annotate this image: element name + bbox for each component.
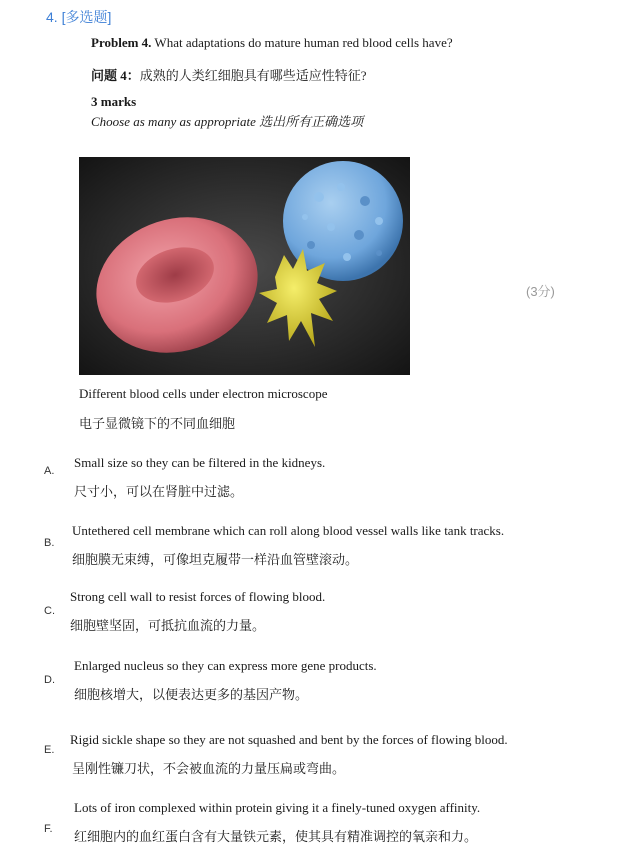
option-text-english: Enlarged nucleus so they can express more gene products. — [74, 658, 377, 673]
option-text-english: Lots of iron complexed within protein giving it a finely-tuned oxygen affinity. — [74, 800, 481, 815]
option-letter: B. — [44, 537, 55, 549]
problem-chinese-text: 成熟的人类红细胞具有哪些适应性特征? — [139, 68, 367, 83]
blood-cells-micrograph — [79, 157, 410, 375]
option-letter: D. — [44, 674, 55, 686]
option-text-chinese: 细胞壁坚固，可抵抗血流的力量。 — [70, 618, 266, 633]
problem-chinese-label: 问题 4： — [91, 68, 140, 83]
option-letter: F. — [44, 823, 53, 835]
question-header: 4. [多选题] — [46, 9, 112, 25]
option-text-english: Small size so they can be filtered in the kidneys. — [74, 455, 326, 470]
option-letter: C. — [44, 605, 55, 617]
problem-english-text: What adaptations do mature human red blood cells have? — [151, 35, 453, 50]
option-text-chinese: 红细胞内的血红蛋白含有大量铁元素，使其具有精准调控的氧亲和力。 — [74, 829, 478, 844]
option-letter: E. — [44, 744, 55, 756]
option-text-english: Untethered cell membrane which can roll along blood vessel walls like tank tracks. — [72, 523, 505, 538]
problem-chinese — [91, 65, 367, 84]
option-text-chinese: 尺寸小，可以在肾脏中过滤。 — [74, 484, 244, 499]
option-letter: A. — [44, 465, 55, 477]
option-text-chinese: 呈刚性镰刀状，不会被血流的力量压扁或弯曲。 — [72, 761, 346, 776]
instruction-text: Choose as many as appropriate 选出所有正确选项 — [91, 114, 364, 129]
figure-caption-english: Different blood cells under electron microscope — [79, 386, 328, 401]
figure-caption-chinese: 电子显微镜下的不同血细胞 — [79, 416, 236, 431]
option-text-chinese: 细胞膜无束缚，可像坦克履带一样沿血管壁滚动。 — [72, 552, 359, 567]
option-text-chinese: 细胞核增大，以便表达更多的基因产物。 — [74, 687, 309, 702]
option-text-english: Rigid sickle shape so they are not squashed and bent by the forces of flowing blood. — [70, 732, 508, 747]
problem-english-label: Problem 4. — [91, 35, 152, 50]
problem-english — [91, 35, 453, 51]
marks-label: 3 marks — [91, 94, 137, 109]
question-score: (3分) — [526, 284, 555, 299]
option-text-english: Strong cell wall to resist forces of flowing blood. — [70, 589, 326, 604]
